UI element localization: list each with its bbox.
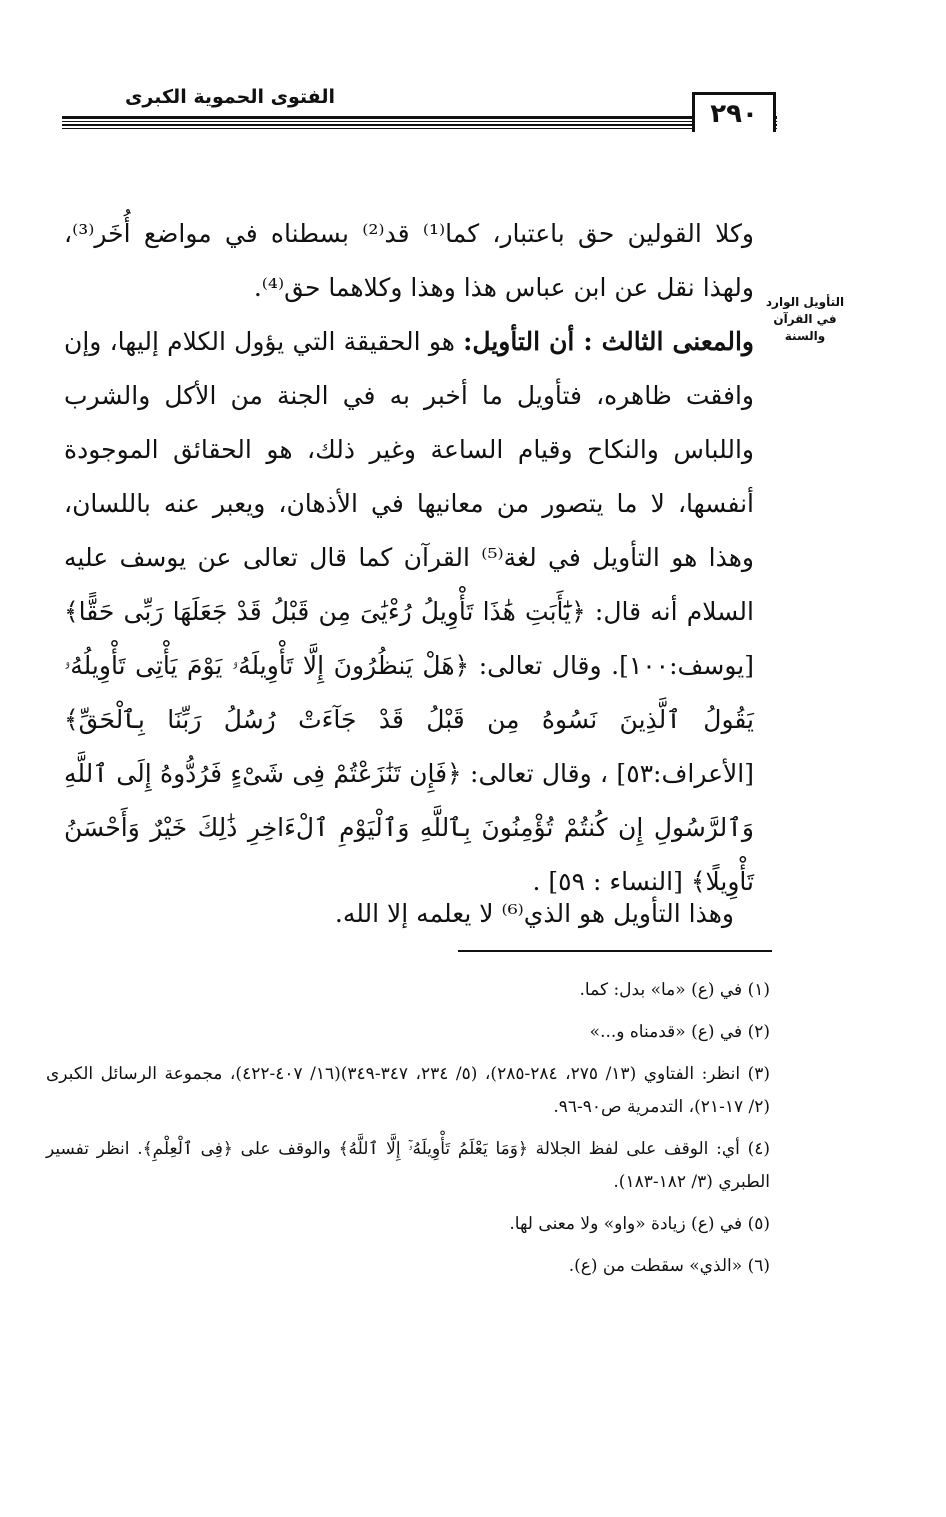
paragraph-3: وهذا التأويل هو الذي⁽⁶⁾ لا يعلمه إلا الله. [334,899,734,928]
footnote-6: (٦) «الذي» سقطت من (ع). [568,1256,770,1276]
paragraph-1: وكلا القولين حق باعتبار، كما⁽¹⁾ قد⁽²⁾ بسطناه في مواضع أُخَر⁽³⁾، ولهذا نقل عن ابن عباس هذا وهذا وكلاهما حق⁽⁴⁾. [64,219,754,302]
third-meaning-heading: والمعنى الثالث : أن التأويل: [463,327,754,356]
header-rule [62,116,777,119]
header-rule [62,128,777,129]
footnote-3: (٣) انظر: الفتاوي (١٣/ ٢٧٥، ٢٨٤-٢٨٥)، (٥/ ٢٣٤، ٣٤٧-٣٤٩)(١٦/ ٤٠٧-٤٢٢)، مجموعة الرسائل الكبرى (٢/ ١٧-٢١)، التدمرية ص٩٠-٩٦. [46,1064,771,1117]
verse-reference-nisa: [النساء : ٥٩] . [532,867,691,896]
verse-reference-yusuf: [يوسف:١٠٠]. وقال تعالى: [469,651,755,680]
paragraph-2-text: هو الحقيقة التي يؤول الكلام إليها، وإن وافقت ظاهره، فتأويل ما أخبر به في الجنة من الأكل والشرب واللباس والنكاح وقيام الساعة وغير ذلك، هو الحقائق الموجودة أنفسها، لا ما يتصور من معانيها في الأذهان، ويعبر عنه باللسان، وهذا هو التأويل في لغة⁽⁵⁾ القرآن كما قال تعالى عن يوسف عليه السلام أنه قال: [64,327,754,626]
quran-verse-yusuf: ﴿يَٰٓأَبَتِ هَٰذَا تَأْوِيلُ رُءْيَٰىَ مِن قَبْلُ قَدْ جَعَلَهَا رَبِّى حَقًّا﴾ [64,597,586,626]
page-number: ٢٩٠ [692,92,776,132]
header-rule [62,121,777,122]
footnote-5: (٥) في (ع) زيادة «واو» ولا معنى لها. [509,1214,770,1234]
footnote-2: (٢) في (ع) «قدمناه و...» [589,1022,770,1042]
footnotes [46,974,770,1292]
footnote-1: (١) في (ع) «ما» بدل: كما. [579,980,770,1000]
paragraph-2 [64,315,754,909]
running-title: الفتوى الحموية الكبرى [125,86,335,108]
verse-reference-araf: [الأعراف:٥٣] ، وقال تعالى: [461,759,754,788]
footnote-separator [458,950,772,952]
quran-verse-araf: ﴿هَلْ يَنظُرُونَ إِلَّا تَأْوِيلَهُۥ يَوْمَ يَأْتِى تَأْوِيلُهُۥ يَقُولُ ٱلَّذِينَ نَسُوهُ مِن قَبْلُ قَدْ جَآءَتْ رُسُلُ رَبِّنَا بِٱلْحَقِّ﴾ [64,651,754,734]
footnote-4: (٤) أي: الوقف على لفظ الجلالة ﴿وَمَا يَعْلَمُ تَأْوِيلَهُۥٓ إِلَّا ٱللَّهُ﴾ والوقف على ﴿فِى ٱلْعِلْمِ﴾. انظر تفسير الطبري (٣/ ١٨٢-١٨٣). [46,1139,770,1192]
quran-verse-nisa: ﴿فَإِن تَنَٰزَعْتُمْ فِى شَىْءٍ فَرُدُّوهُ إِلَى ٱللَّهِ وَٱلرَّسُولِ إِن كُنتُمْ تُؤْمِنُونَ بِٱللَّهِ وَٱلْيَوْمِ ٱلْءَاخِرِ ذَٰلِكَ خَيْرٌ وَأَحْسَنُ تَأْوِيلًا﴾ [64,759,754,896]
margin-note: التأويل الوارد في القرآن والسنة [765,295,845,343]
header-rule [62,124,777,126]
